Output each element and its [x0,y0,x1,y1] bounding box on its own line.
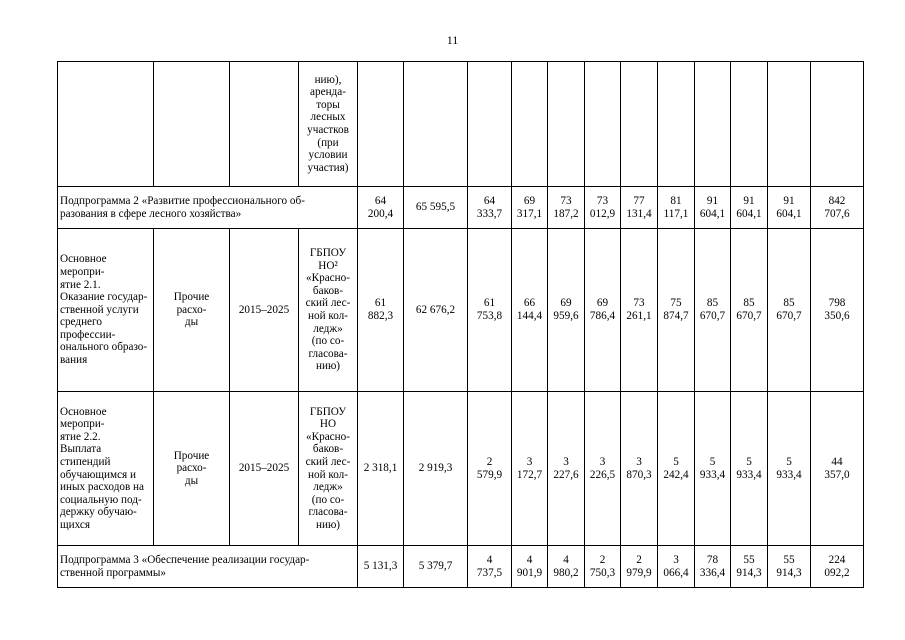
cell-period: 2015–2025 [230,392,299,546]
cell-value [695,62,731,187]
cell-value: 61 753,8 [468,229,512,392]
page-number: 11 [446,33,459,47]
cell-value: 69 959,6 [548,229,585,392]
cell-value: 2 979,9 [621,546,658,588]
table-row-activity-2-2 [58,392,864,546]
subprogram-title: Подпрограмма 2 «Развитие профессионального об- разования в сфере лесного хозяйства» [58,187,358,229]
cell-value: 66 144,4 [512,229,548,392]
cell-value [621,62,658,187]
table-row-subprogram-2 [58,187,864,229]
cell-value: 69 786,4 [585,229,621,392]
cell-value [358,62,404,187]
cell-value [404,62,468,187]
cell-value: 4 980,2 [548,546,585,588]
table-row-activity-2-1 [58,229,864,392]
cell-value: 85 670,7 [695,229,731,392]
cell-value: 5 379,7 [404,546,468,588]
cell-value: 5 131,3 [358,546,404,588]
cell-value [731,62,768,187]
cell-value: 85 670,7 [768,229,811,392]
table-row-subprogram-3 [58,546,864,588]
cell-value: 842 707,6 [811,187,864,229]
cell-value: 3 870,3 [621,392,658,546]
cell-value [658,62,695,187]
cell-value: 91 604,1 [731,187,768,229]
cell-value: 5 933,4 [731,392,768,546]
cell-value: 73 261,1 [621,229,658,392]
cell-value: 62 676,2 [404,229,468,392]
cell-value: 3 172,7 [512,392,548,546]
cell-activity-name: Основное меропри- ятие 2.1. Оказание государ- ственной услуги среднего профессии- онального образо- вания [58,229,154,392]
cell-value: 81 117,1 [658,187,695,229]
budget-table [57,61,864,588]
cell-value: 4 901,9 [512,546,548,588]
cell-value: 61 882,3 [358,229,404,392]
cell-value: 73 012,9 [585,187,621,229]
cell-value: 3 066,4 [658,546,695,588]
cell-value: 2 919,3 [404,392,468,546]
cell-value: 224 092,2 [811,546,864,588]
cell-activity-name: Основное меропри- ятие 2.2. Выплата стипендий обучающимся и иных расходов на социальную под- держку обучаю- щихся [58,392,154,546]
cell-value: 77 131,4 [621,187,658,229]
cell-value: 4 737,5 [468,546,512,588]
cell-value: 64 333,7 [468,187,512,229]
cell-value [768,62,811,187]
cell-value: 75 874,7 [658,229,695,392]
cell-value: 65 595,5 [404,187,468,229]
cell-value: 5 242,4 [658,392,695,546]
cell-expense [154,62,230,187]
cell-value: 44 357,0 [811,392,864,546]
cell-executor: нию), аренда- торы лесных участков (при условии участия) [299,62,358,187]
cell-value [548,62,585,187]
cell-value [811,62,864,187]
cell-value: 91 604,1 [768,187,811,229]
cell-value: 69 317,1 [512,187,548,229]
cell-name [58,62,154,187]
subprogram-title: Подпрограмма 3 «Обеспечение реализации государ- ственной программы» [58,546,358,588]
cell-value: 3 226,5 [585,392,621,546]
cell-value [512,62,548,187]
cell-value: 2 318,1 [358,392,404,546]
cell-value: 5 933,4 [695,392,731,546]
cell-value: 2 750,3 [585,546,621,588]
table-row-continuation [58,62,864,187]
cell-expense: Прочие расхо- ды [154,392,230,546]
cell-value [585,62,621,187]
cell-value: 73 187,2 [548,187,585,229]
cell-value [468,62,512,187]
cell-value: 3 227,6 [548,392,585,546]
cell-period [230,62,299,187]
cell-expense: Прочие расхо- ды [154,229,230,392]
cell-value: 2 579,9 [468,392,512,546]
cell-executor: ГБПОУ НО «Красно- баков- ский лес- ной кол- ледж» (по со- гласова- нию) [299,392,358,546]
cell-value: 55 914,3 [768,546,811,588]
cell-period: 2015–2025 [230,229,299,392]
cell-value: 91 604,1 [695,187,731,229]
cell-value: 64 200,4 [358,187,404,229]
cell-value: 85 670,7 [731,229,768,392]
cell-value: 798 350,6 [811,229,864,392]
cell-value: 78 336,4 [695,546,731,588]
cell-value: 5 933,4 [768,392,811,546]
cell-executor: ГБПОУ НО² «Красно- баков- ский лес- ной кол- ледж» (по со- гласова- нию) [299,229,358,392]
cell-value: 55 914,3 [731,546,768,588]
